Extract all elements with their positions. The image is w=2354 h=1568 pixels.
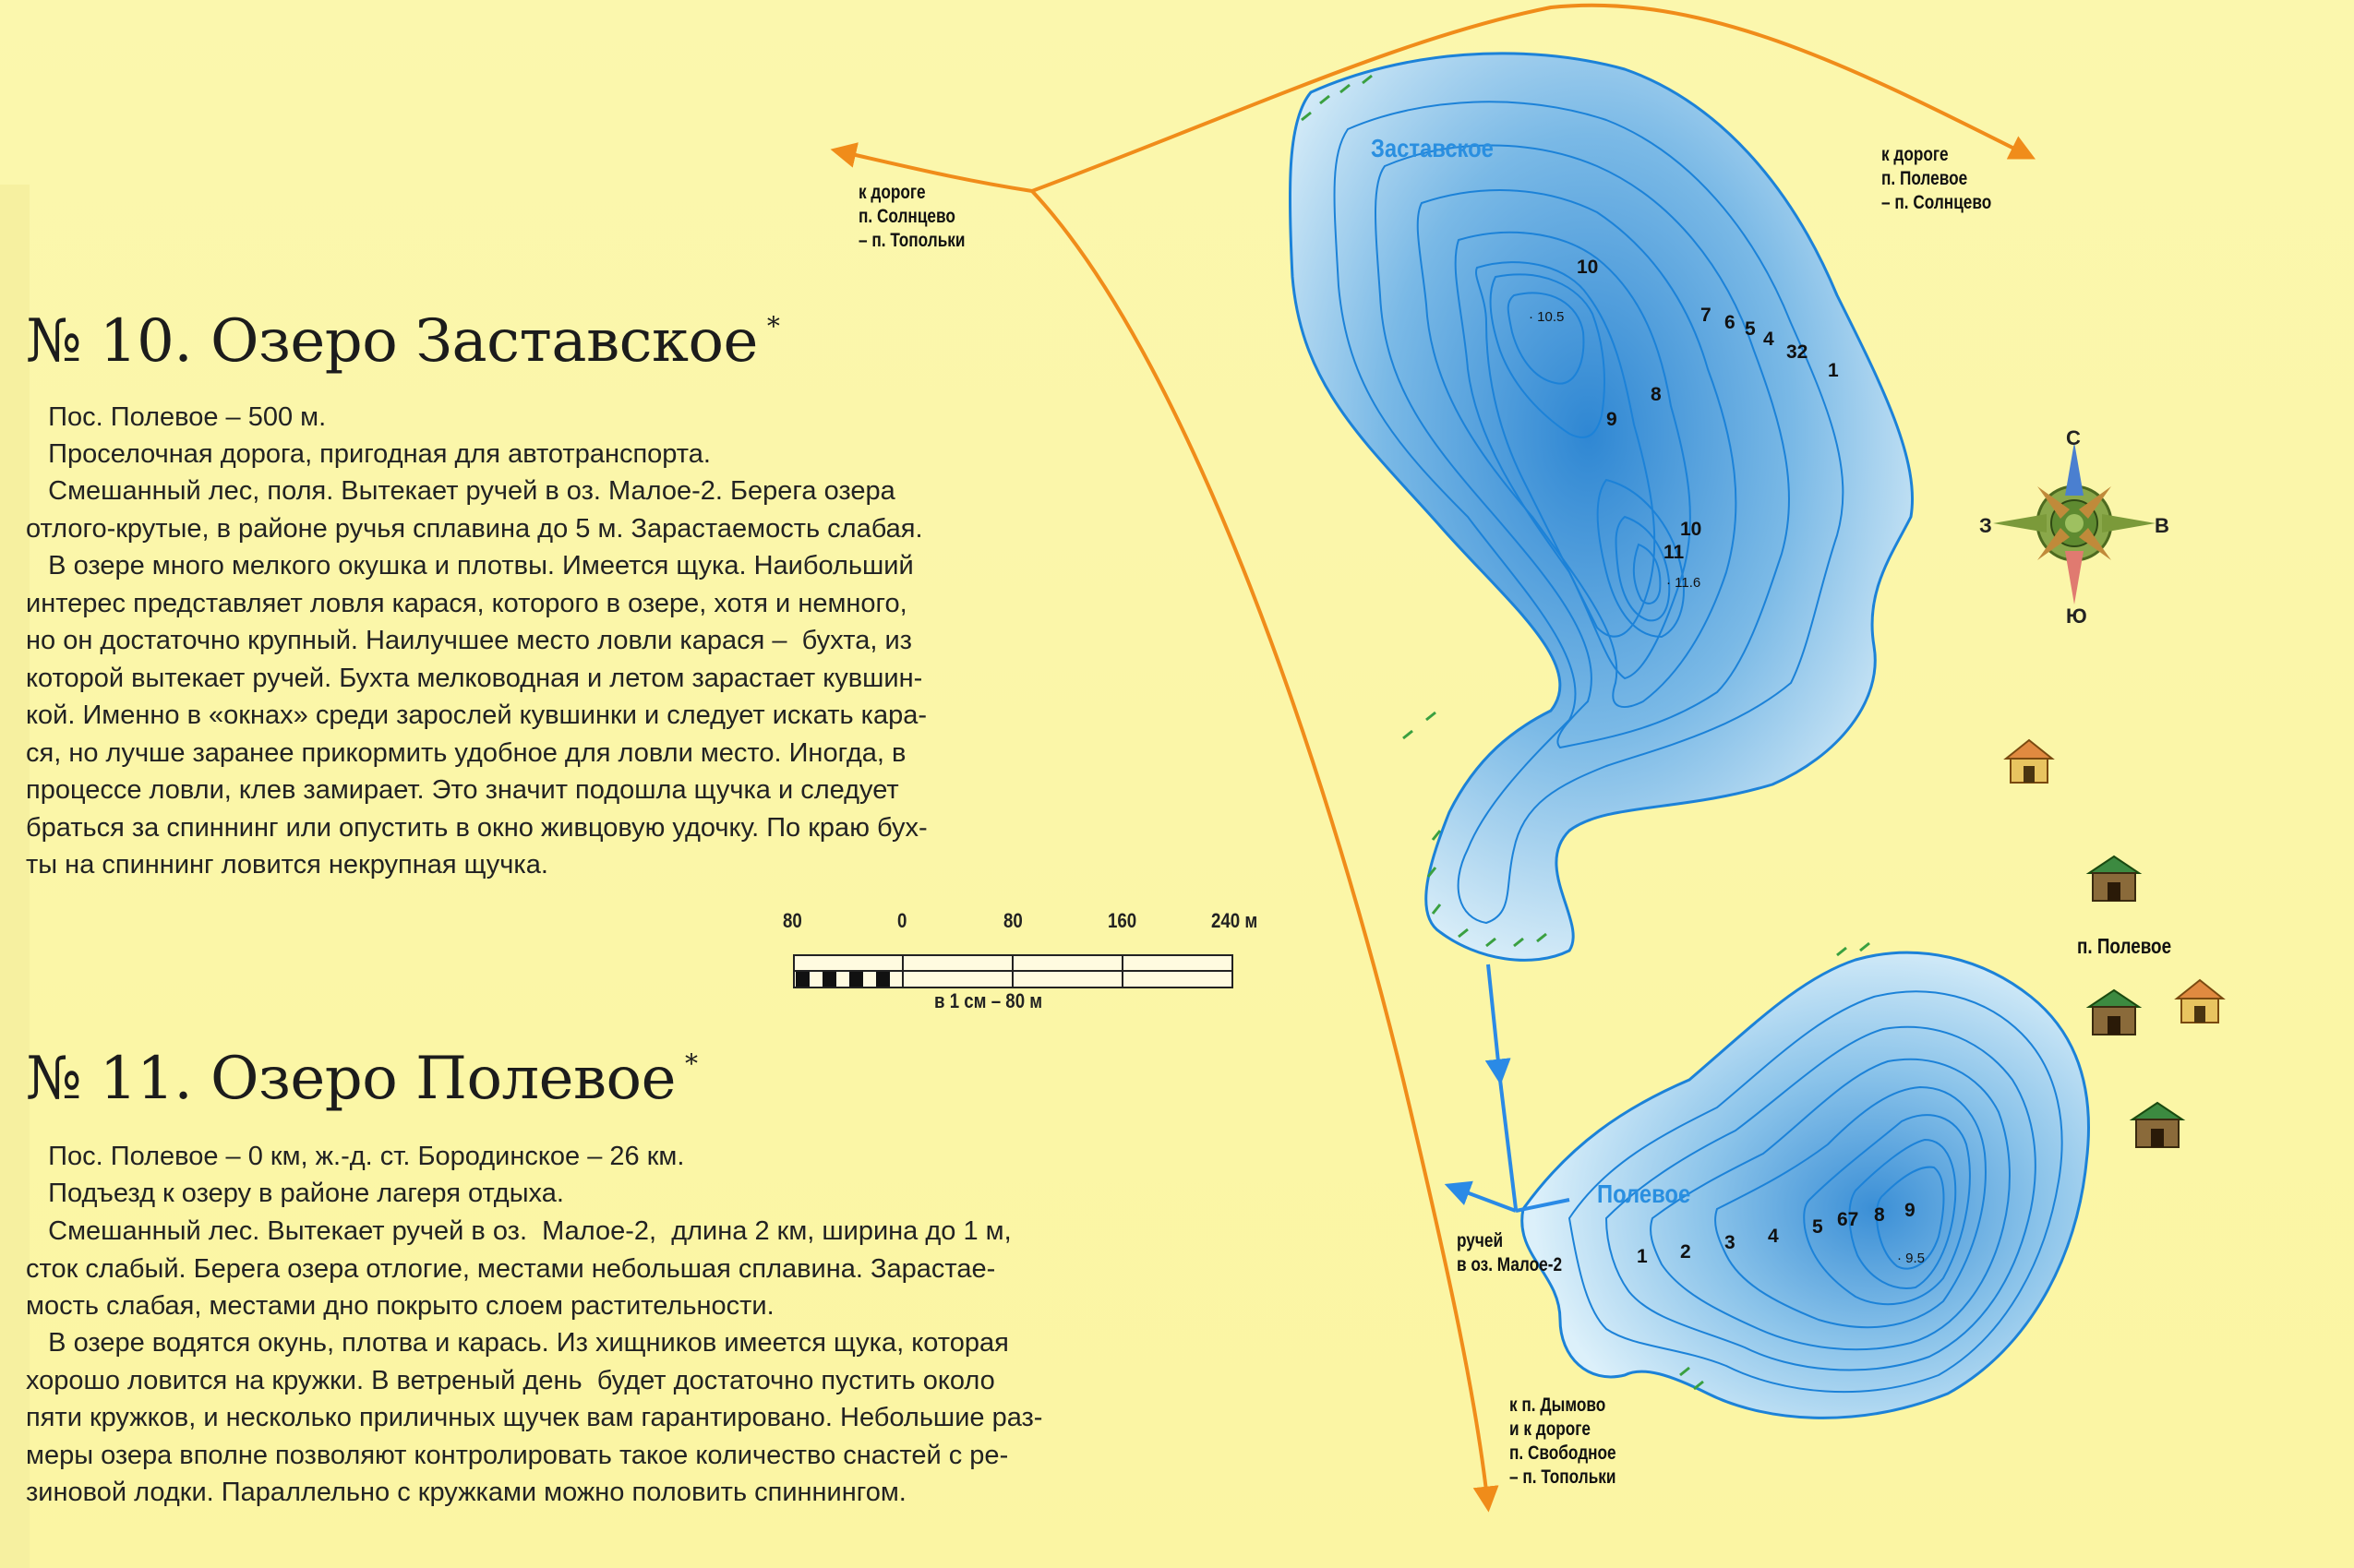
depth-label: 10 — [1577, 257, 1599, 278]
lake-11-para-1: Пос. Полевое – 0 км, ж.-д. ст. Бородинское – 26 км. — [26, 1142, 685, 1171]
house-icon — [2089, 856, 2139, 901]
lake-10-name: Озеро Заставское — [210, 307, 758, 376]
stream-outflow — [1488, 964, 1500, 1080]
house-icon — [2132, 1103, 2182, 1147]
compass-south: Ю — [2066, 604, 2087, 628]
compass-east: В — [2155, 514, 2169, 537]
lake-11-para-4: В озере водятся окунь, плотва и карась. Из хищников имеется щука, которая хорошо ловится на кружки. В ветреный день будет достаточно пустить около пяти кружков, и несколько приличных щучек вам гарантировано. Небольшие раз- меры озера вполне позволяют контролировать такое количество снастей с ре- зиновой лодки. Параллельно с кружками можно половить спиннингом. — [26, 1328, 1043, 1507]
compass-rose — [1993, 442, 2156, 604]
depth-label: 7 — [1700, 305, 1711, 326]
stream-middle — [1500, 1080, 1516, 1209]
scale-tick: 80 — [783, 909, 802, 932]
lake-11-para-2: Подъезд к озеру в районе лагеря отдыха. — [26, 1179, 564, 1208]
lake-zastavskoe-shore — [1290, 54, 1912, 961]
lake-10-title — [26, 307, 779, 376]
lake-10-number: № 10. — [26, 307, 193, 376]
stream-to-maloe — [1449, 1186, 1516, 1211]
depth-point: · 10.5 — [1529, 309, 1565, 325]
house-icon — [2089, 990, 2139, 1035]
depth-label: 67 — [1837, 1209, 1859, 1230]
lake-10-para-2: Проселочная дорога, пригодная для автотранспорта. — [26, 439, 711, 469]
scale-bar — [794, 955, 1232, 987]
lake-11-number: № 11. — [26, 1045, 193, 1113]
depth-label: 8 — [1651, 384, 1662, 405]
lake-zastavskoe-label: Заставское — [1371, 134, 1494, 162]
depth-label: 3 — [1724, 1232, 1735, 1253]
lake-10-para-1: Пос. Полевое – 500 м. — [26, 402, 327, 432]
depth-label: 2 — [1680, 1241, 1691, 1263]
road-label-solntsevo-topolki: к дороге п. Солнцево – п. Топольки — [859, 182, 966, 251]
depth-label: 9 — [1904, 1200, 1916, 1221]
village-label: п. Полевое — [2077, 934, 2172, 958]
depth-label: 5 — [1745, 318, 1756, 340]
depth-label: 9 — [1606, 409, 1617, 430]
lake-11-title — [26, 1045, 697, 1113]
star-mark: * — [766, 311, 780, 341]
lake-zastavskoe — [1290, 54, 1912, 961]
lake-11-para-3: Смешанный лес. Вытекает ручей в оз. Малое-2, длина 2 км, ширина до 1 м, сток слабый. Берега озера отлогие, местами небольшая сплавина. Зарастае- мость слабая, местами дно покрыто слоем растительности. — [26, 1216, 1012, 1321]
compass-west: З — [1979, 514, 1992, 537]
house-icon — [2177, 980, 2223, 1023]
star-mark: * — [684, 1048, 698, 1079]
lake-10-para-3: Смешанный лес, поля. Вытекает ручей в оз. Малое-2. Берега озера отлого-крутые, в районе ручья сплавина до 5 м. Зарастаемость слабая. — [26, 476, 923, 544]
road-label-polevoe-solntsevo: к дороге п. Полевое – п. Солнцево — [1881, 144, 1992, 213]
stream-label: ручей в оз. Малое-2 — [1457, 1230, 1563, 1275]
scale-tick: 240 м — [1211, 909, 1258, 932]
depth-label: 8 — [1874, 1204, 1885, 1226]
lake-10-para-4: В озере много мелкого окушка и плотвы. Имеется щука. Наибольший интерес представляет ловля карася, которого в озере, хотя и немного, но он достаточно крупный. Наилучшее место ловли карася – бухта, из которой вытекает ручей. Бухта мелководная и летом зарастает кувшин- кой. Именно в «окнах» среди зарослей кувшинки и следует искать кара- ся, но лучше заранее прикормить удобное для ловли место. Иногда, в процессе ловли, клев замирает. Это значит подошла щучка и следует браться за спиннинг или опустить в окно живцовую удочку. По краю бух- ты на спиннинг ловится некрупная щучка. — [26, 551, 928, 880]
depth-label: 6 — [1724, 312, 1735, 333]
depth-label: 4 — [1763, 329, 1774, 350]
depth-label: 1 — [1828, 360, 1839, 381]
lake-polevoe-label: Полевое — [1597, 1179, 1691, 1208]
lake-11-name: Озеро Полевое — [210, 1045, 676, 1113]
depth-label: 1 — [1637, 1246, 1648, 1267]
compass-north: С — [2066, 426, 2081, 449]
depth-label: 4 — [1768, 1226, 1779, 1247]
depth-label: 11 — [1663, 542, 1685, 563]
scale-note: в 1 см – 80 м — [934, 989, 1043, 1012]
depth-label: 10 — [1680, 519, 1702, 540]
depth-label: 32 — [1786, 341, 1808, 363]
depth-label: 5 — [1812, 1216, 1823, 1238]
road-label-dymovo: к п. Дымово и к дороге п. Свободное – п. Топольки — [1509, 1394, 1616, 1488]
scale-tick: 80 — [1003, 909, 1023, 932]
house-icon — [2006, 740, 2052, 783]
depth-point: · 11.6 — [1666, 575, 1701, 591]
scale-tick: 0 — [897, 909, 907, 932]
scale-tick: 160 — [1108, 909, 1137, 932]
depth-point: · 9.5 — [1897, 1251, 1926, 1266]
